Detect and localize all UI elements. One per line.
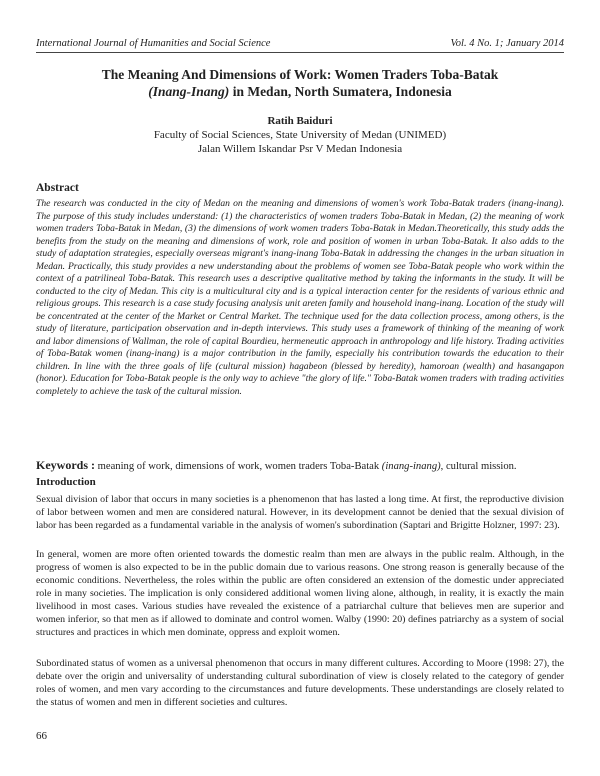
author-affiliation: Faculty of Social Sciences, State University of Medan (UNIMED)	[153, 129, 447, 141]
author-block	[40, 114, 560, 156]
keywords-italic: (inang-inang)	[381, 461, 441, 472]
issue-info: Vol. 4 No. 1; January 2014	[450, 38, 564, 49]
title-line-2-rest: in Medan, North Sumatera, Indonesia	[229, 84, 452, 99]
title-line-2	[40, 83, 560, 100]
author-address: Jalan Willem Iskandar Psr V Medan Indonesia	[197, 143, 403, 155]
body-paragraph: In general, women are more often oriented towards the domestic realm than men are always in the public realm. Although, in the progress of women is also expected to be in the public domain due to various reasons. One strong reason is generally because of the economic conditions. Nevertheless, the roles within the public are often considered an extension of the domestic under appreciated role in many societies. The implication is only considered additional women living alone, although, in reality, it is exactly the main livelihood in most cases. Various studies have revealed the existence of a patriarchal culture that believes men are superior and women inferior, so that men as if allowed to dominate and control women. Walby (1990: 20) defines patriarchy as a system of social structures and practices in which men dominate, oppress and exploit women.	[36, 549, 564, 638]
body-paragraph: Sexual division of labor that occurs in many societies is a phenomenon that has lasted a long time. At first, the reproductive division of labor between women and men are considered natural. However, in its development cannot be denied that the sexual division of labor has been regarded as a fundamental variable in the analysis of women's subordination (Saptari and Brigitte Holzner, 1997: 23).	[36, 494, 564, 531]
abstract-text: The research was conducted in the city of Medan on the meaning and dimensions of women's work Toba-Batak traders (inang-inang). The purpose of this study includes understand: (1) the characteristics of women traders Toba-Batak in Medan, (2) the meaning of work women traders Toba-Batak in Medan, (3) the dimensions of work women traders Toba-Batak in Medan.Theoretically, this study adds the benefits from the study on the meaning and dimensions of work, role and position of women in urban Toba-Batak. It also adds to the study of adaptation strategies, especially overseas migrant's inang-inang Toba-Batak in addressing the changes in the urban situation in Medan. Practically, this study provides a new understanding about the problems of women see Toba-Batak people who work within the context of a patrilineal Toba-Batak. This research uses a descriptive qualitative method by taking the informants in the study. It will be conducted to the city of Medan. This city is a multicultural city and is a typical interaction center for the residents of various ethnic and religious groups. This research is a case study focusing analysis unit areten family and household inang-inang. Location of the study will be concentrated at the center of the Market or Central Market. The technique used for the data collection process, among others, is the study of literature, participation observation and in-depth interviews. This study uses a framework of thinking of the meaning of work and labor dimensions of Wallman, the role of capital Bourdieu, hermeneutic approach in anthropology and life history. Trading activities of Toba-Batak women (inang-inang) is a major contribution in the family, especially his contribution towards the education to their children. In line with the three goals of life (cultural mission) hagabeon (blessed by heredity), hamoroan (wealth) and hasangapon (honor). Education for Toba-Batak people is the only way to achieve "the glory of life." Toba-Batak women traders with trading activities completely to achieve the task of the cultural mission.	[36, 198, 565, 397]
keywords-text: meaning of work, dimensions of work, women traders Toba-Batak	[95, 461, 382, 472]
running-header	[36, 37, 564, 53]
title-italic-term: (Inang-Inang)	[148, 84, 230, 99]
journal-name: International Journal of Humanities and Social Science	[36, 38, 271, 49]
paper-title	[40, 66, 560, 100]
keywords-text-end: , cultural mission.	[440, 461, 517, 472]
keywords-label: Keywords :	[36, 458, 95, 472]
body-paragraph: Subordinated status of women as a universal phenomenon that occurs in many different cultures. According to Moore (1998: 27), the debate over the origin and universality of understanding cultural subordination of view is closely related to the category of gender roles of women, and men vary according to the circumstances and future developments. These understandings are closely related to the status of women and men in different societies and cultures.	[36, 658, 564, 708]
keywords	[36, 458, 564, 474]
introduction-heading: Introduction	[36, 476, 96, 488]
author-name: Ratih Baiduri	[267, 115, 333, 127]
page-number: 66	[36, 730, 47, 742]
abstract-heading: Abstract	[36, 182, 79, 194]
title-line-1: The Meaning And Dimensions of Work: Women Traders Toba-Batak	[101, 67, 499, 82]
